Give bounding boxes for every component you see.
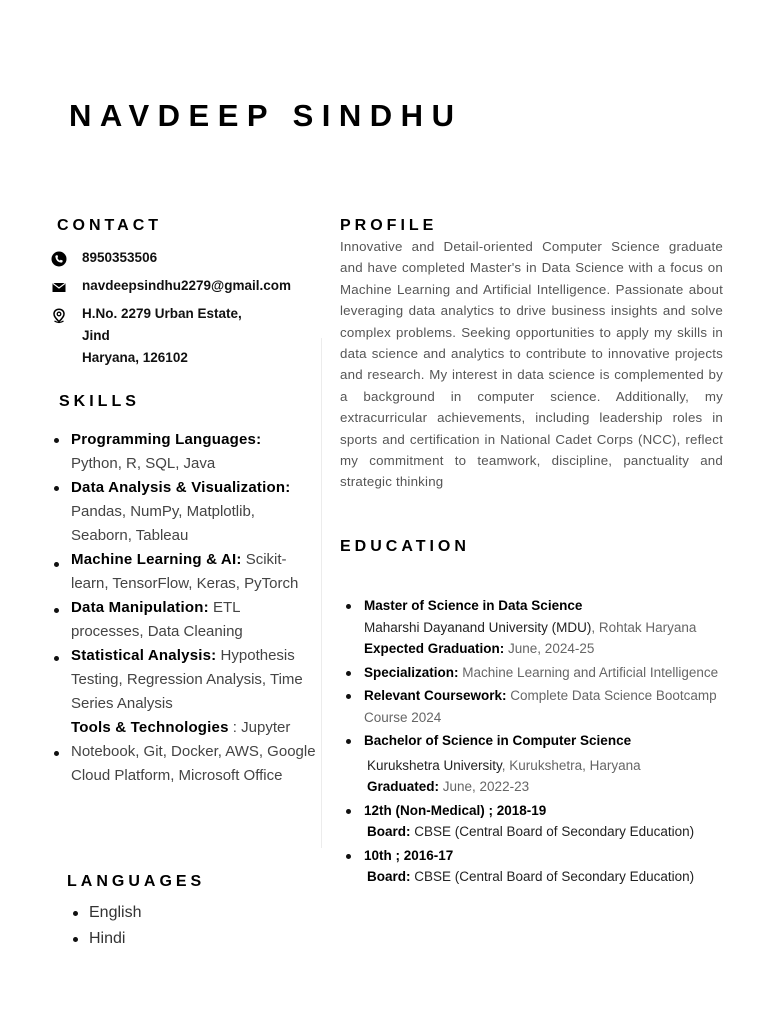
school-title: 10th ; 2016-17 — [364, 847, 454, 863]
skill-value: Python, R, SQL, Java — [71, 455, 216, 472]
board-value: CBSE (Central Board of Secondary Education) — [410, 869, 695, 884]
education-item-coursework — [344, 685, 734, 728]
skill-value: Pandas, NumPy, Matplotlib, Seaborn, Tableau — [71, 503, 255, 544]
university-name: Kurukshetra University — [367, 757, 502, 773]
skill-label: Data Manipulation: — [71, 599, 209, 616]
address-line-2: Jind — [82, 328, 110, 343]
education-item-specialization — [344, 662, 734, 684]
language-item: English — [72, 900, 141, 926]
degree-title: Bachelor of Science in Computer Science — [364, 733, 632, 748]
skills-list — [50, 428, 316, 788]
skill-item — [50, 476, 316, 548]
envelope-icon — [51, 279, 67, 295]
contact-address — [51, 306, 242, 369]
coursework-value: Complete Data Science Bootcamp Course 2024 — [364, 688, 717, 725]
graduation-value: June, 2022-23 — [439, 779, 530, 794]
skill-item — [50, 428, 316, 476]
contact-email — [51, 278, 291, 297]
skill-label: Programming Languages: — [71, 431, 262, 448]
profile-summary: Innovative and Detail-oriented Computer Science graduate and have completed Master's in Data Science with a focus on Machine Learning and Artificial Intelligence. Passionate about leveraging data analytics to drive business insights and solve complex problems. Seeking opportunities to apply my skills in data science and analytics to contribute to innovative projects and research. My interest in data science is complemented by a background in computer science. Additionally, my extracurricular achievements, including leadership roles in sports and certification in National Cadet Corps (NCC), reflect my commitment to teamwork, discipline, panctuality and strategic thinking — [340, 239, 723, 490]
skill-item — [50, 596, 316, 644]
skill-value: ETL processes, Data Cleaning — [71, 599, 243, 640]
skill-label: Machine Learning & AI: — [71, 551, 242, 568]
degree-title: Master of Science in Data Science — [364, 598, 583, 613]
education-heading: EDUCATION — [340, 538, 470, 555]
languages-heading: LANGUAGES — [67, 873, 206, 890]
education-list — [344, 595, 734, 890]
column-divider — [321, 338, 322, 848]
education-item-10th — [344, 845, 734, 888]
university-location: , Rohtak Haryana — [591, 619, 697, 635]
language-item: Hindi — [72, 926, 141, 952]
graduation-label: Graduated: — [367, 779, 440, 794]
education-item-masters — [344, 595, 734, 660]
contact-phone — [51, 250, 157, 269]
skill-label: Data Analysis & Visualization: — [71, 479, 291, 496]
contact-heading: CONTACT — [57, 217, 163, 234]
skill-item — [50, 716, 316, 788]
specialization-label: Specialization: — [364, 664, 459, 680]
candidate-name: NAVDEEP SINDHU — [69, 98, 463, 133]
university-name: Maharshi Dayanand University (MDU) — [364, 619, 592, 635]
specialization-value: Machine Learning and Artificial Intelligence — [458, 664, 719, 680]
coursework-label: Relevant Coursework: — [364, 688, 507, 703]
skill-item — [50, 644, 316, 716]
board-label: Board: — [367, 869, 411, 884]
languages-list — [72, 900, 141, 952]
skills-heading: SKILLS — [59, 393, 140, 410]
university-location: , Kurukshetra, Haryana — [501, 757, 641, 773]
address-line-3: Haryana, 126102 — [82, 350, 188, 365]
skill-value: Scikit-learn, TensorFlow, Keras, PyTorch — [71, 551, 299, 592]
education-item-12th — [344, 800, 734, 843]
board-value: CBSE (Central Board of Secondary Education) — [410, 824, 695, 839]
email-address: navdeepsindhu2279@gmail.com — [82, 278, 291, 293]
school-title: 12th (Non-Medical) ; 2018-19 — [364, 802, 547, 818]
skill-item — [50, 548, 316, 596]
skill-value: Hypothesis Testing, Regression Analysis, Time Series Analysis — [71, 647, 303, 712]
skill-label: Statistical Analysis: — [71, 647, 217, 664]
location-pin-icon — [51, 307, 67, 325]
skill-value: : Jupyter Notebook, Git, Docker, AWS, Google Cloud Platform, Microsoft Office — [71, 719, 316, 784]
graduation-label: Expected Graduation: — [364, 641, 505, 656]
phone-icon — [51, 251, 67, 267]
education-item-bachelors — [344, 730, 734, 798]
profile-heading: PROFILE — [340, 217, 438, 234]
skill-label: Tools & Technologies — [71, 719, 229, 736]
address-line-1: H.No. 2279 Urban Estate, — [82, 306, 242, 321]
board-label: Board: — [367, 824, 411, 839]
phone-number: 8950353506 — [82, 250, 158, 265]
graduation-value: June, 2024-25 — [504, 641, 595, 656]
